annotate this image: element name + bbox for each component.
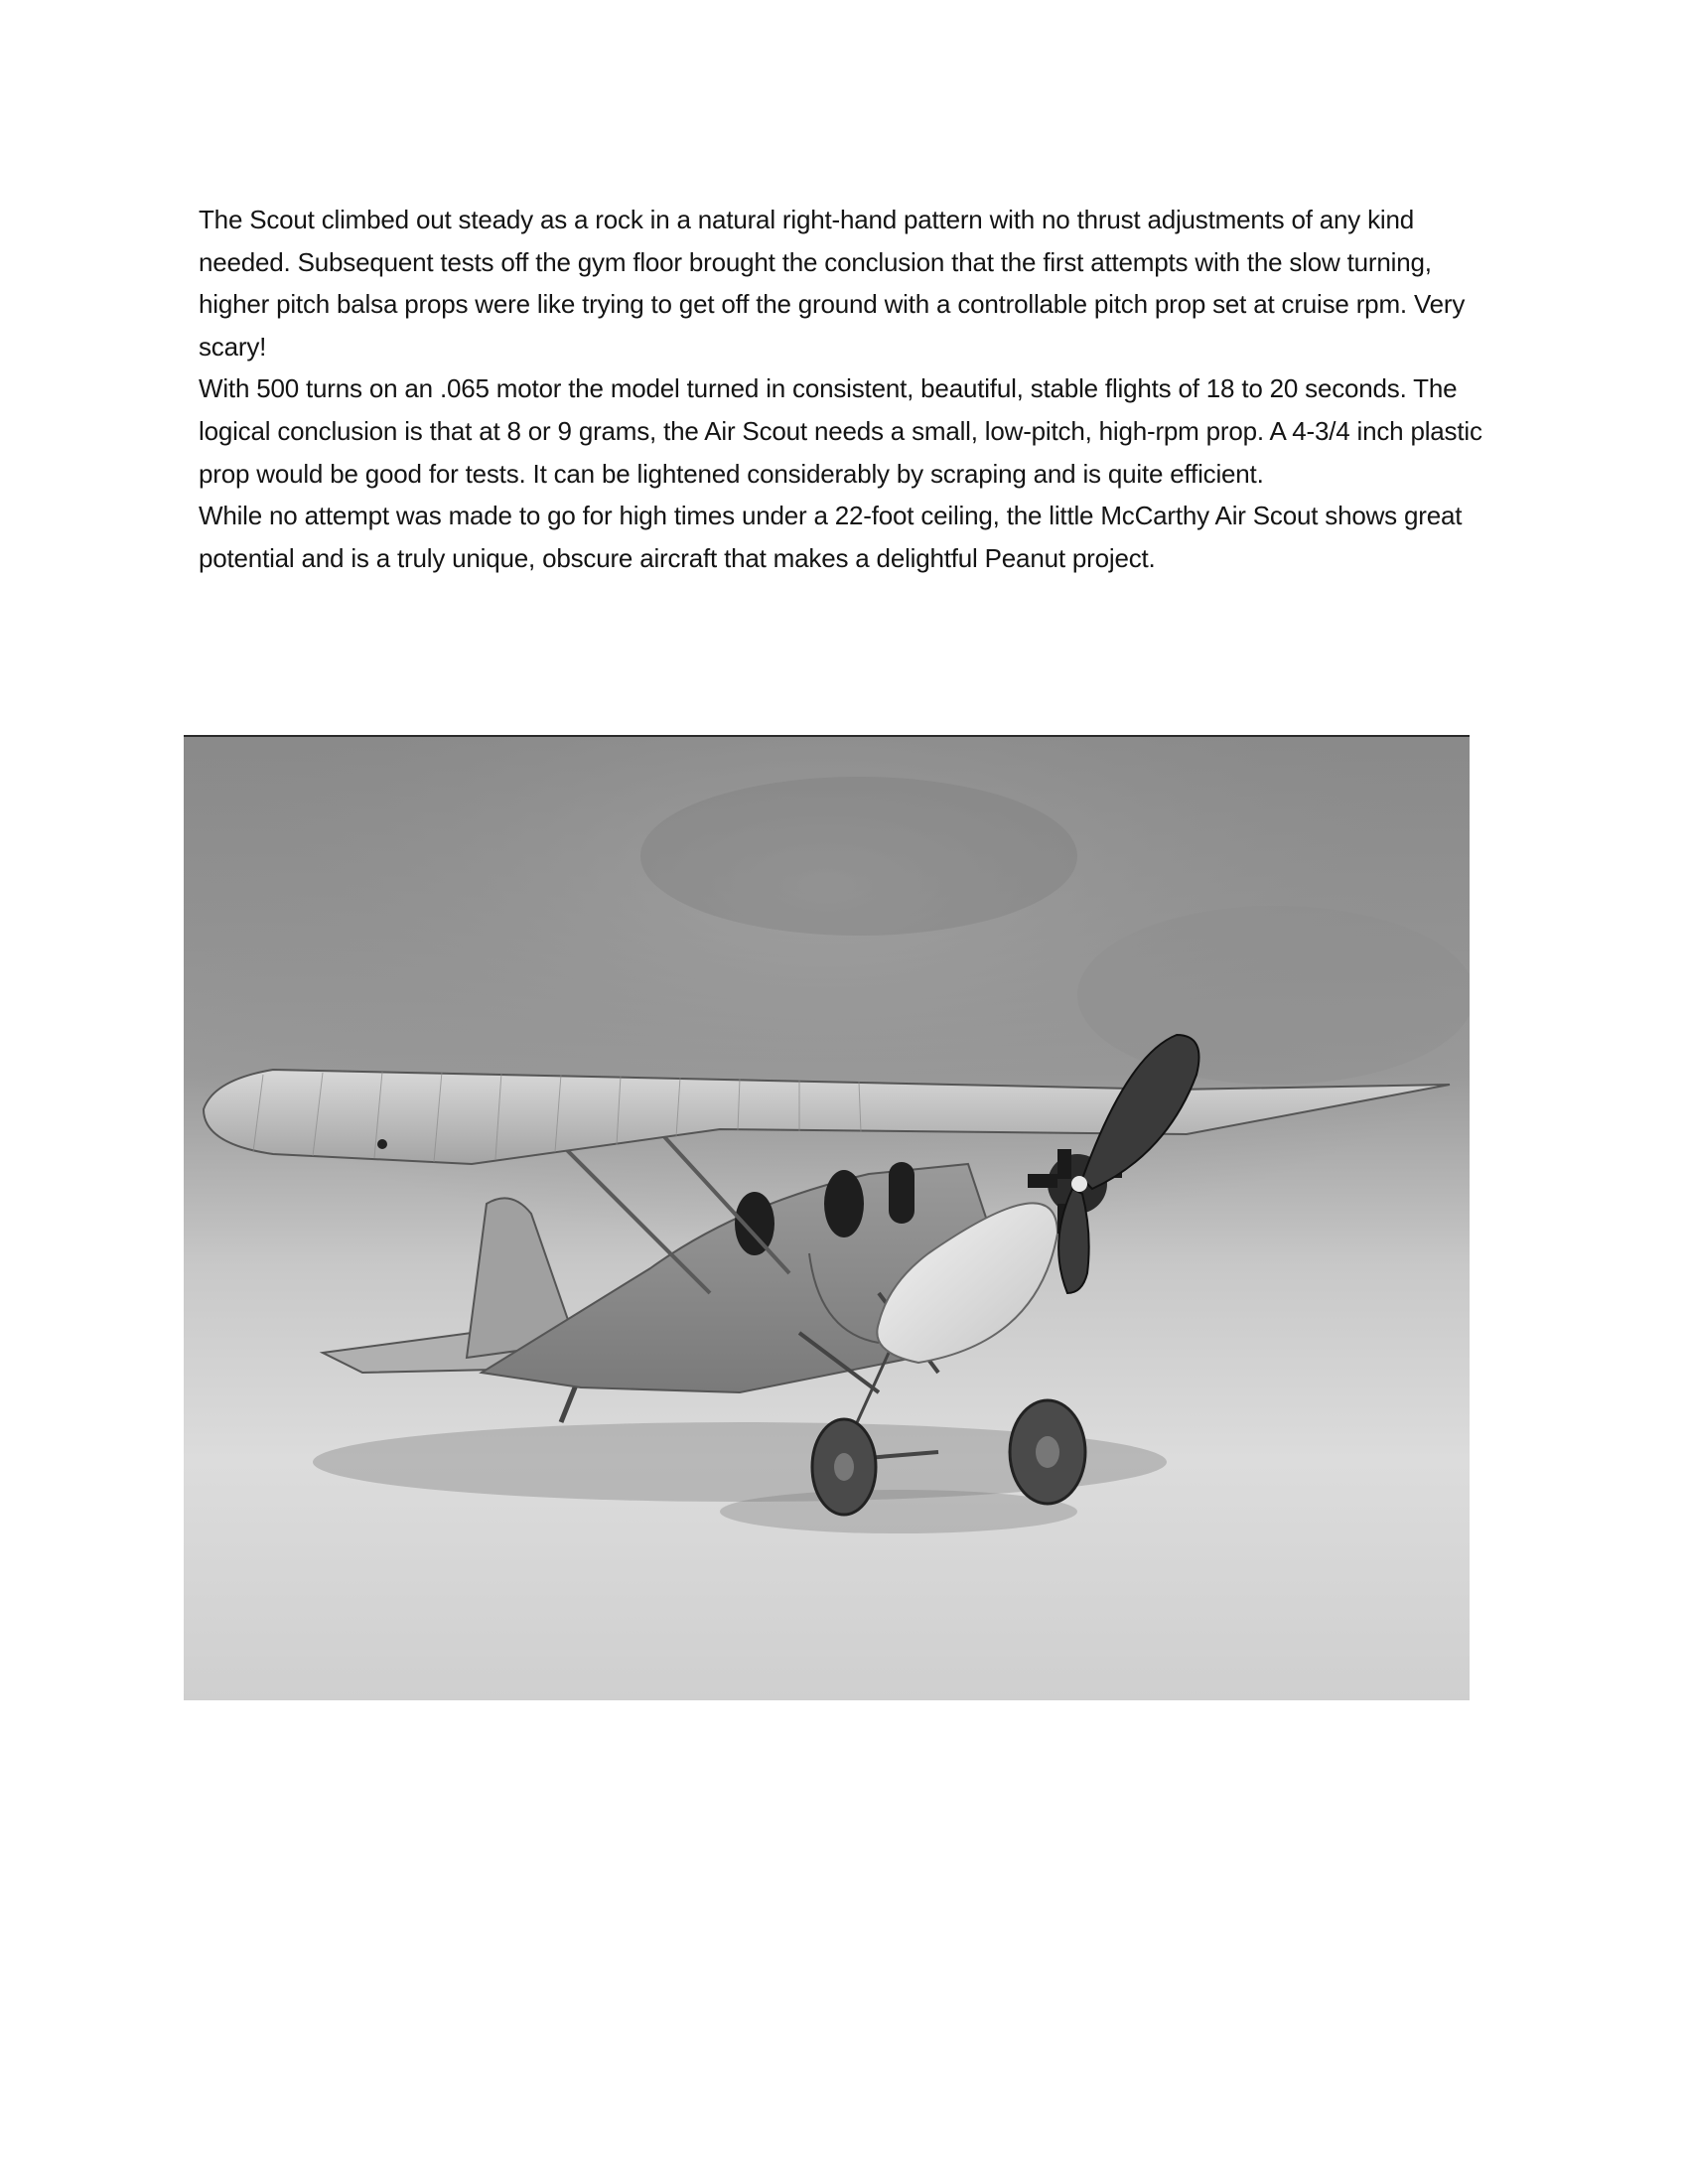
- paragraph-flights: With 500 turns on an .065 motor the model turned in consistent, beautiful, stable flights of 18 to 20 seconds. The logical conclusion is that at 8 or 9 grams, the Air Scout needs a small, low-pitch, high-rpm prop. A 4-3/4 inch plastic prop would be good for tests. It can be lightened considerably by scraping and is quite efficient.: [199, 373, 1482, 489]
- airplane-photo-illustration: [184, 737, 1470, 1700]
- paragraph-conclusion: While no attempt was made to go for high times under a 22-foot ceiling, the little McCarthy Air Scout shows great potential and is a truly unique, obscure aircraft that makes a delightful Peanut project.: [199, 501, 1463, 573]
- body-text: [199, 199, 1489, 579]
- paragraph-climb: The Scout climbed out steady as a rock in a natural right-hand pattern with no thrust adjustments of any kind needed. Subsequent tests off the gym floor brought the conclusion that the first attempts with the slow turning, higher pitch balsa props were like trying to get off the ground with a controllable pitch prop set at cruise rpm. Very scary!: [199, 205, 1466, 362]
- airplane-photo: [184, 735, 1470, 1700]
